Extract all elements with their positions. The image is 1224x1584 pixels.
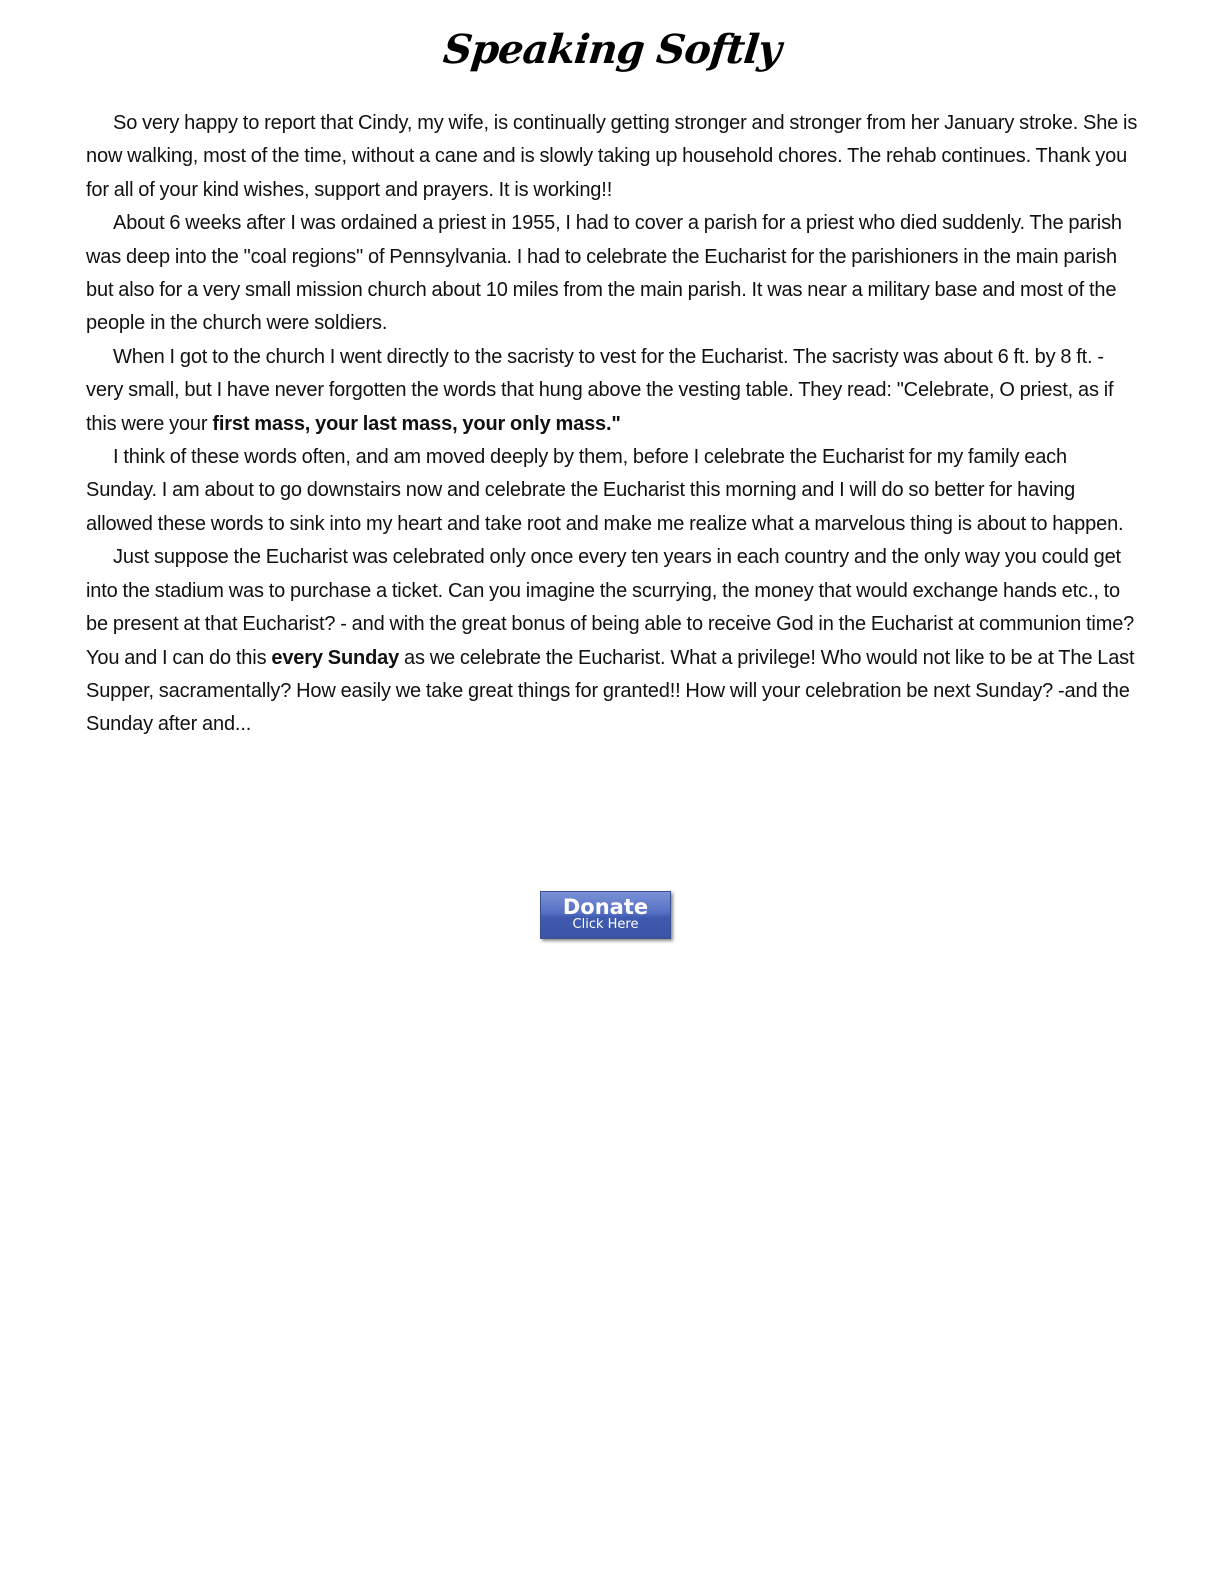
paragraph-3	[86, 341, 1138, 441]
paragraph-5-text-end: as we celebrate the Eucharist. What a privilege! Who would not like to be at The Last Supper, sacramentally? How easily we take great things for granted!! How will your celebration be next Sunday? -and the Sunday after and...	[86, 646, 1135, 736]
paragraph-5-emphasis: every Sunday	[271, 646, 400, 669]
paragraph-4: I think of these words often, and am moved deeply by them, before I celebrate the Eucharist for my family each Sunday. I am about to go downstairs now and celebrate the Eucharist this morning and I will do so better for having allowed these words to sink into my heart and take root and make me realize what a marvelous thing is about to happen.	[86, 446, 1124, 535]
paragraph-5-text-start: Just suppose the Eucharist was celebrated only once every ten years in each country and the only way you could get into the stadium was to purchase a ticket. Can you imagine the scurrying, the money that would exchange hands etc., to be present at that Eucharist? - and with the great bonus of being able to receive God in the Eucharist at communion time? You and I can do this	[86, 546, 1135, 669]
page-title: Speaking Softly	[441, 26, 783, 73]
donate-label: Donate	[562, 895, 649, 919]
donate-button[interactable]	[540, 891, 671, 939]
article-body	[86, 107, 1138, 742]
paragraph-5	[86, 541, 1138, 741]
paragraph-3-text: When I got to the church I went directly to the sacristy to vest for the Eucharist. The sacristy was about 6 ft. by 8 ft. -very small, but I have never forgotten the words that hung above the vesting table. They read: "Celebrate, O priest, as if this were your	[86, 345, 1114, 435]
paragraph-1: So very happy to report that Cindy, my wife, is continually getting stronger and stronger from her January stroke. She is now walking, most of the time, without a cane and is slowly taking up household chores. The rehab continues. Thank you for all of your kind wishes, support and prayers. It is working!!	[86, 112, 1138, 201]
donate-container	[540, 891, 671, 939]
paragraph-2: About 6 weeks after I was ordained a priest in 1955, I had to cover a parish for a priest who died suddenly. The parish was deep into the "coal regions" of Pennsylvania. I had to celebrate the Eucharist for the parishioners in the main parish but also for a very small mission church about 10 miles from the main parish. It was near a military base and most of the people in the church were soldiers.	[86, 212, 1122, 335]
paragraph-3-emphasis: first mass, your last mass, your only mass."	[212, 412, 621, 435]
donate-sublabel: Click Here	[572, 917, 639, 932]
